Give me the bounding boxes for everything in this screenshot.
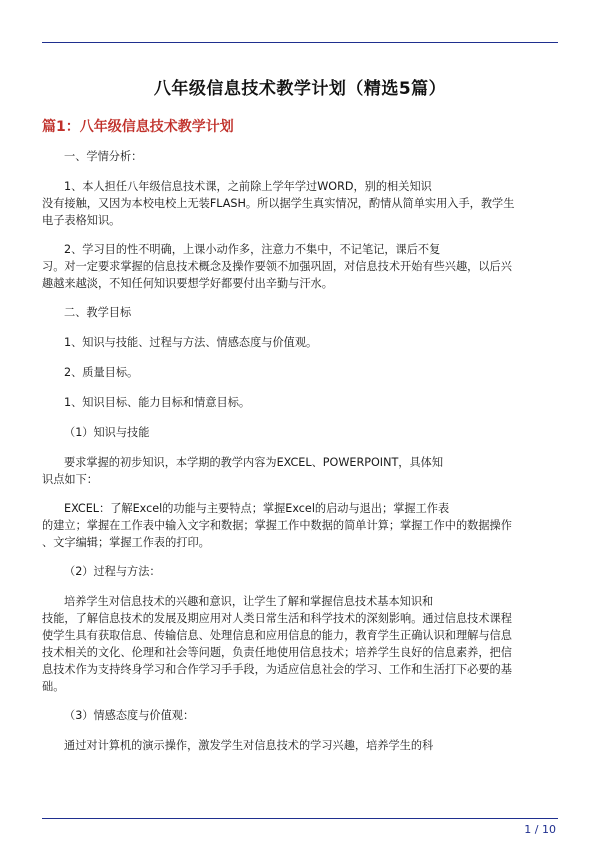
text-line: 识点如下：: [42, 473, 98, 486]
text-line: 没有接触，又因为本校电校上无装FLASH。所以据学生真实情况，酌情从简单实用入手，教学生: [42, 197, 515, 210]
paragraph: [42, 563, 558, 580]
text-line: 培养学生对信息技术的兴趣和意识，让学生了解和掌握信息技术基本知识和: [64, 595, 434, 608]
page-number: 1 / 10: [524, 823, 556, 836]
paragraph: [42, 148, 558, 165]
paragraph: [42, 304, 558, 321]
text-line: 习。对一定要求掌握的信息技术概念及操作要领不加强巩固，对信息技术开始有些兴趣，以后兴: [42, 260, 512, 273]
text-line: 趣越来越淡，不知任何知识要想学好都要付出辛勤与汗水。: [42, 277, 333, 290]
text-line: 技术相关的文化、伦理和社会等问题，负责任地使用信息技术；培养学生良好的信息素养，把信: [42, 646, 512, 659]
text-line: 1、知识与技能、过程与方法、情感态度与价值观。: [64, 336, 318, 349]
paragraph: [42, 424, 558, 441]
paragraph: [42, 334, 558, 351]
footer-rule: [42, 818, 558, 819]
paragraph: [42, 593, 558, 695]
text-line: 使学生具有获取信息、传输信息、处理信息和应用信息的能力，教育学生正确认识和理解与信息: [42, 629, 512, 642]
paragraph: [42, 737, 558, 754]
text-line: 的建立；掌握在工作表中输入文字和数据；掌握工作中数据的简单计算；掌握工作中的数据操作: [42, 519, 512, 532]
text-line: 1、本人担任八年级信息技术课，之前除上学年学过WORD，别的相关知识: [64, 180, 432, 193]
text-line: （3）情感态度与价值观：: [64, 709, 195, 722]
section-heading: 篇1：八年级信息技术教学计划: [42, 119, 234, 135]
document-title: 八年级信息技术教学计划（精选5篇）: [153, 79, 447, 99]
text-line: （2）过程与方法：: [64, 565, 161, 578]
text-line: 电子表格知识。: [42, 214, 121, 227]
text-line: 要求掌握的初步知识，本学期的教学内容为EXCEL、POWERPOINT，具体知: [64, 456, 444, 469]
text-line: 一、学情分析：: [64, 150, 143, 163]
text-line: 通过对计算机的演示操作，激发学生对信息技术的学习兴趣，培养学生的科: [64, 739, 434, 752]
paragraph: [42, 500, 558, 551]
paragraph: [42, 178, 558, 229]
paragraph: [42, 707, 558, 724]
header-rule: [42, 42, 558, 43]
text-line: 础。: [42, 680, 65, 693]
text-line: 技能，了解信息技术的发展及期应用对人类日常生活和科学技术的深刻影响。通过信息技术课程: [42, 612, 512, 625]
text-line: EXCEL：了解Excel的功能与主要特点；掌握Excel的启动与退出；掌握工作表: [64, 502, 450, 515]
paragraph: [42, 364, 558, 381]
text-line: 1、知识目标、能力目标和情意目标。: [64, 396, 251, 409]
text-line: 二、教学目标: [64, 306, 132, 319]
document-body: [42, 148, 558, 767]
paragraph: [42, 241, 558, 292]
paragraph: [42, 454, 558, 488]
paragraph: [42, 394, 558, 411]
text-line: 2、学习目的性不明确，上课小动作多，注意力不集中，不记笔记，课后不复: [64, 243, 441, 256]
text-line: （1）知识与技能: [64, 426, 150, 439]
text-line: 息技术作为支持终身学习和合作学习手手段，为适应信息社会的学习、工作和生活打下必要的基: [42, 663, 512, 676]
text-line: 2、质量目标。: [64, 366, 139, 379]
text-line: 、文字编辑；掌握工作表的打印。: [42, 536, 210, 549]
